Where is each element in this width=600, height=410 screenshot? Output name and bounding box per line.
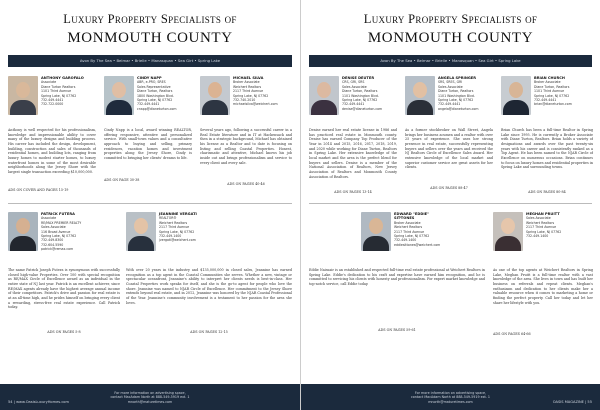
page-number: OASIS MAGAZINE | 55 <box>552 400 592 404</box>
agent-bio: Brian Church has been a full-time Realtor in Spring Lake since 1995. He is currently a Broker Associate with Diane Turton, Realtors. Brian holds a variety of designations and awards over the past twenty-six years with his career and is consistently ranked as a Top Agent. He has been named to the NJAR Circle of Excellence on numerous occasions. Brian continues to focus on luxury homes and residential properties in Spring Lake and surrounding towns. <box>501 128 593 170</box>
ad-reference: ADS ON PAGE 30-38 <box>104 178 140 182</box>
section-divider <box>309 203 592 204</box>
agent-photo <box>8 212 38 251</box>
agent-bio: As one of the top agents at Weichert Realtors in Spring Lake, Meghan Pruitt is a full-time realtor with a vast knowledge of the area. She lives in town and has built her business on referrals and repeat clients. Meghan's enthusiasm and dedication to her clients make her a valuable resource when it comes to marketing a home or finding the perfect property. Call her today and let her share her lifestyle with you. <box>493 268 593 305</box>
ad-reference: ADS ON PAGES 12-15 <box>190 330 228 334</box>
towns-bar: Avon By The Sea • Belmar • Brielle • Manasquan • Sea Girt • Spring Lake <box>309 55 592 67</box>
footer-line: contact MacAdam North at 888-549-5919 ext. 1 <box>410 395 491 400</box>
ad-reference: ADS ON PAGES 13-14 <box>334 190 372 194</box>
page-title-line1: Luxury Property Specialists of <box>363 12 538 26</box>
page-number: 54 | www.OasisLuxuryHomes.com <box>8 400 70 404</box>
agent-photo <box>104 76 134 115</box>
agent-bio: Several years ago, following a successful career in a Real Estate literature and in IT at Hackensack and then in a strategic background, Michael has obtained his license as a Realtor and to date is focusing on listing and selling Coastal Properties. Honest, charismatic and attentive, Michael knows his job inside out and brings professionalism and service to every client and every sale. <box>200 128 292 165</box>
agent-bio: The name Patrick Joseph Futera is synonymous with successfully closed high-value Properties. Over 100 with special recognition as RE/MAX Circle of Excellence award as an individual in the entire state of NJ last year. Patrick is an excellent achiever, since RE/MAX agents already have the highest average annual income of their competitors. Patrick's drive and passion for real estate is at an all-time high, and he prides himself on bringing every client a rewarding, stress-free real estate experience. Call Patrick today. <box>8 268 120 310</box>
ad-reference: ADS ON PAGES 80-84 <box>528 190 566 194</box>
agent-bio: As a former stockbroker on Wall Street, Angela brings her business acumen and a realtor with over 25 years of experience. She uses her strong presence in real estate, successfully representing buyers and sellers over the years and received the NJ Realtors Circle of Excellence Sales Award. Her extensive knowledge of the local market and superior customer service are great assets for her clients. <box>405 128 493 170</box>
agent-bio: Denise earned her real estate license in 1986 and has practiced real estate in Monmouth county. Denise has earned Company Top Producer of the Year in 2014 and 2015, 2016, 2017, 2018, 2019, and 2020 while working for Diane Turton, Realtors in Spring Lake. Her extensive knowledge of the local market and the area is the perfect blend for buyers and sellers. Denise is a member of the National Association of Realtors, New Jersey Association of Realtors and Monmouth County Association of Realtors. <box>309 128 397 179</box>
right-page <box>300 0 600 410</box>
agent-contact: ANGELA SPRINGER SRS, SRES, GRI Sales Associate Diane Turton, Realtors 1101 Washington Blvd. Spring Lake, NJ 07762 732.449.4441 angela@dianeturton.com <box>438 76 479 111</box>
agent-contact: MEGHAN PRUITT Sales Associate Weichert Realtors 2117 Third Avenue Spring Lake, NJ 07762 732.449.1400 <box>526 212 562 239</box>
agent-contact: EDWARD "EDDIE" SIT-TONES Broker Associate Weichert Realtors 2117 Third Avenue Spring Lake, NJ 07762 732.449.1400 eddiesittones@weichert.com <box>394 212 441 247</box>
towns-bar: Avon By The Sea • Belmar • Brielle • Manasquan • Sea Girt • Spring Lake <box>8 55 292 67</box>
agent-contact: CINDY NAPP ABR, e-PRO, SRES Sales Representative Diane Turton, Realtors 1800 Washington Blvd. Spring Lake, NJ 07762 732.449.4441 cnapp@dianeturton.com <box>137 76 177 111</box>
agent-photo <box>126 212 156 251</box>
agent-contact: JEANNINE VERGATI REALTOR® Weichert Realtors 2117 Third Avenue Spring Lake, NJ 07762 732.449.1400 jvergati@weichert.com <box>159 212 197 243</box>
agent-contact: BRIAN CHURCH Broker Associate Diane Turton, Realtors 1101 Third Avenue Spring Lake, NJ 07762 732.449.4441 brian@dianeturton.com <box>534 76 572 107</box>
agent-contact: ANTHONY GAROFALO Associate Diane Turton Realtors 1101 Third Avenue Spring Lake, NJ 07762 732.449.4441 732.722.0000 <box>41 76 84 107</box>
section-divider <box>8 203 292 204</box>
agent-bio: Anthony is well respected for his professionalism, knowledge and impressionable ability to cover many of the luxury designs and building process. His career has included the design, development, building, construction and sales of thousands of residential homes, and building lots, ranging from luxury homes to modest starter homes, to luxury waterfront homes in some of the most desirable neighborhoods along the Jersey Shore with the largest single transaction exceeding $10,000,000. <box>8 128 96 174</box>
agent-photo <box>493 212 523 251</box>
agent-contact: PATRICK FUTERA Associate RE/MAX PREMIER REALTY Sales Associate 116 Broad Avenue Spring Lake, NJ 07762 732.449.8300 732.604.5590 patrick@remax.com <box>41 212 82 252</box>
agent-bio: Eddie Naissair is an established and respected full-time real estate professional at Weichert Realtors in Spring Lake. Eddie's dedication to his craft and expertise have earned him recognition, and he is committed to servicing his clients with honesty and professionalism. For expert market knowledge and top-notch service, call Eddie today. <box>309 268 485 286</box>
page-title-line2: MONMOUTH COUNTY <box>367 30 534 46</box>
agent-contact: DENISE DEUTER CRS, GRI, SRS Sales Associate Diane Turton, Realtors 1101 Washington Blvd. Spring Lake, NJ 07762 732.449.4441 denise@dianeturton.com <box>342 76 383 111</box>
footer-line: contact MacAdam North at 888-549-5919 ext. 1 <box>110 395 190 400</box>
page-title-line2: MONMOUTH COUNTY <box>67 30 233 46</box>
agent-bio: With over 20 years in the industry and $135,000,000 in closed sales, Jeannine has earned recognition as a top agent in the Coastal Communities she serves. Whether a new, vintage or spectacular oceanfront, Jeannine's ability to interpret her clients needs is best-in-class. Her Coastal Properties work speaks for itself, and she is the go-to agent for people who love the shore. Jeannine was named to NJAR Circle of Excellence. Her commitment to the Jersey Shore extends beyond real estate, and in 2012, Jeannine was honored by the NJAR Coastal Professional of the Year. Jeannine's community involvement is a testament to her passion for the area she loves. <box>126 268 292 305</box>
agent-bio: Cindy Napp is a local, award winning REALTOR, offering responsive, attentive and personalized service. With small-town values and a consultative approach to buying and selling, primary residences, vacation homes and investment properties along the Jersey Shore, Cindy is committed to bringing her clients' dreams to life. <box>104 128 192 160</box>
footer-line: For more information on advertising space, <box>414 391 487 395</box>
agent-contact: MICHAEL SILVA Broker Associate Weichert Realtors 2117 Third Avenue Spring Lake, NJ 07762 732.740.2010 michaelsilva@weichert.com <box>233 76 278 107</box>
ad-reference: ADS ON COVER AND PAGES 15-19 <box>8 188 69 192</box>
agent-photo <box>200 76 230 115</box>
agent-photo <box>405 76 435 115</box>
footer-line: For more information on advertising space, <box>114 391 186 395</box>
page-title-line1: Luxury Property Specialists of <box>63 12 237 26</box>
ad-reference: ADS ON PAGES 64-66 <box>493 332 531 336</box>
ad-reference: ADS ON PAGES 5-8 <box>47 330 81 334</box>
footer-line: mnorth@maturetimes.com <box>127 399 173 404</box>
right-footer <box>301 384 600 410</box>
left-footer <box>0 384 300 410</box>
agent-photo <box>309 76 339 115</box>
agent-photo <box>361 212 391 251</box>
ad-reference: ADS ON PAGES 88-47 <box>430 186 468 190</box>
ad-reference: ADS ON PAGES 40-46 <box>227 182 265 186</box>
agent-photo <box>8 76 38 115</box>
ad-reference: ADS ON PAGES 59-61 <box>378 328 416 332</box>
footer-line: mnorth@maturetimes.com <box>428 399 473 404</box>
agent-photo <box>501 76 531 115</box>
